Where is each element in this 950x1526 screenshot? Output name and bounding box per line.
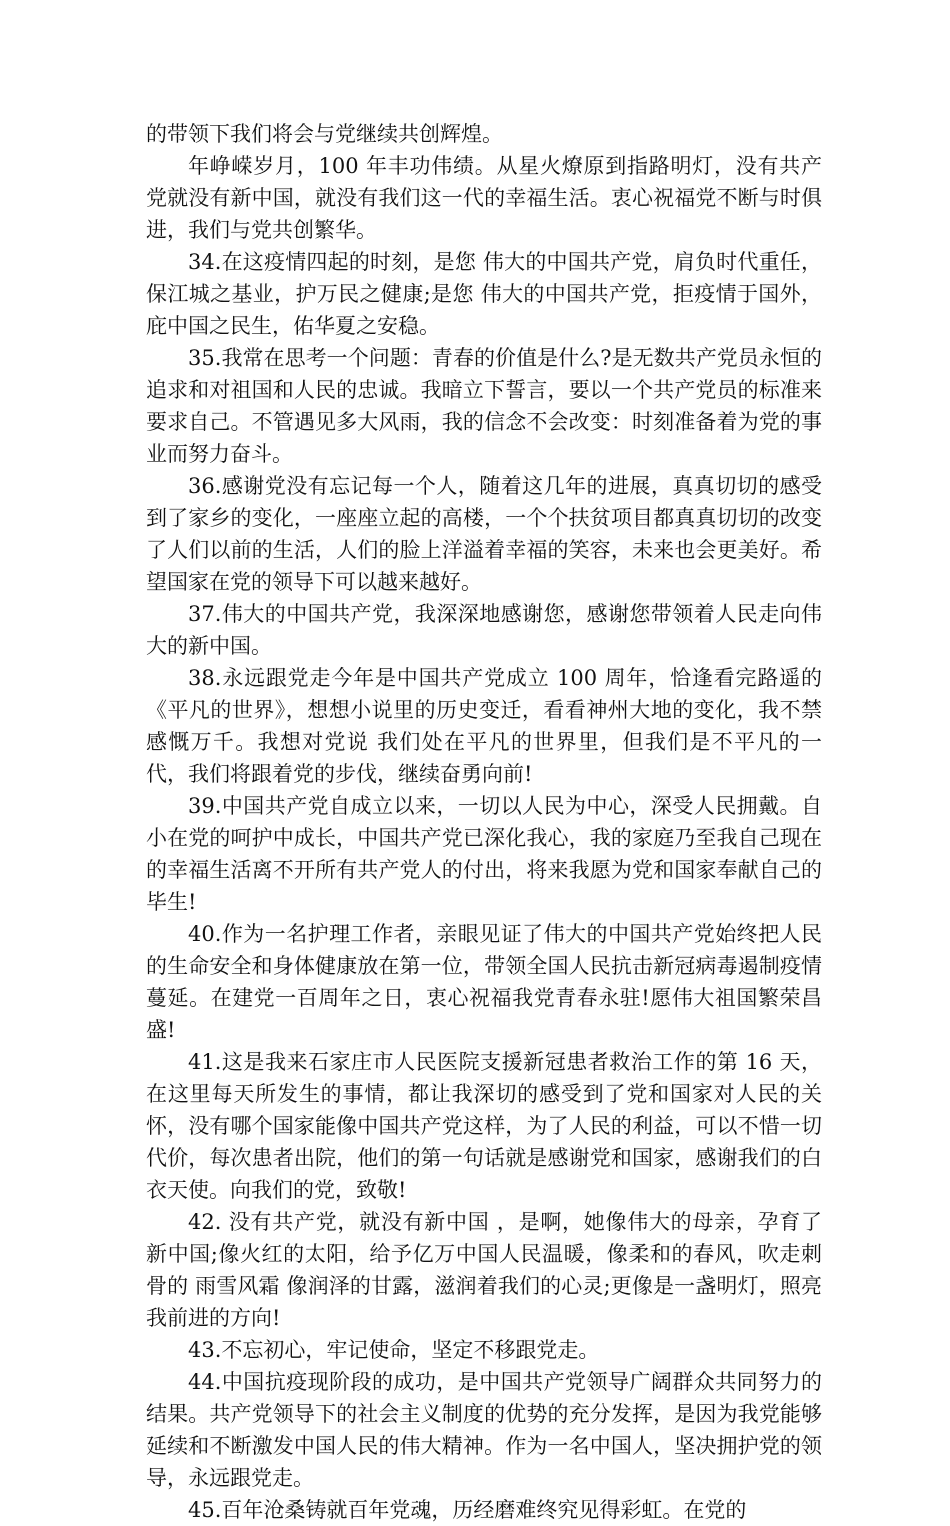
paragraph: 年峥嵘岁月，100 年丰功伟绩。从星火燎原到指路明灯，没有共产党就没有新中国，就没有我们这一代的幸福生活。衷心祝福党不断与时俱进，我们与党共创繁华。 (146, 154, 822, 242)
paragraph-45: 45.百年沧桑铸就百年党魂，历经磨难终究见得彩虹。在党的 (188, 1498, 747, 1522)
paragraph-35: 35.我常在思考一个问题：青春的价值是什么?是无数共产党员永恒的追求和对祖国和人民的忠诚。我暗立下誓言，要以一个共产党员的标准来要求自己。不管遇见多大风雨，我的信念不会改变：时刻准备着为党的事业而努力奋斗。 (146, 346, 822, 466)
paragraph-34: 34.在这疫情四起的时刻，是您 伟大的中国共产党，肩负时代重任，保江城之基业，护万民之健康;是您 伟大的中国共产党，拒疫情于国外，庇中国之民生，佑华夏之安稳。 (146, 250, 822, 338)
paragraph-40: 40.作为一名护理工作者，亲眼见证了伟大的中国共产党始终把人民的生命安全和身体健康放在第一位，带领全国人民抗击新冠病毒遏制疫情蔓延。在建党一百周年之日，衷心祝福我党青春永驻!愿伟大祖国繁荣昌盛! (146, 922, 822, 1042)
paragraph-42: 42. 没有共产党，就没有新中国 ，是啊，她像伟大的母亲，孕育了新中国;像火红的太阳，给予亿万中国人民温暖，像柔和的春风，吹走刺骨的 雨雪风霜 像润泽的甘露，滋润着我们的心灵;更像是一盏明灯，照亮我前进的方向! (146, 1210, 822, 1330)
document-page (146, 118, 822, 1526)
paragraph-continuation: 的带领下我们将会与党继续共创辉煌。 (146, 122, 503, 146)
paragraph-43: 43.不忘初心，牢记使命，坚定不移跟党走。 (188, 1338, 600, 1362)
paragraph-39: 39.中国共产党自成立以来，一切以人民为中心，深受人民拥戴。自小在党的呵护中成长，中国共产党已深化我心，我的家庭乃至我自己现在的幸福生活离不开所有共产党人的付出，将来我愿为党和国家奉献自己的毕生! (146, 794, 822, 914)
paragraph-37: 37.伟大的中国共产党，我深深地感谢您，感谢您带领着人民走向伟大的新中国。 (146, 602, 822, 658)
paragraph-41: 41.这是我来石家庄市人民医院支援新冠患者救治工作的第 16 天，在这里每天所发生的事情，都让我深切的感受到了党和国家对人民的关怀，没有哪个国家能像中国共产党这样，为了人民的利益，可以不惜一切代价，每次患者出院，他们的第一句话就是感谢党和国家，感谢我们的白衣天使。向我们的党，致敬! (146, 1050, 822, 1202)
paragraph-38: 38.永远跟党走今年是中国共产党成立 100 周年，恰逢看完路遥的《平凡的世界》，想想小说里的历史变迁，看看神州大地的变化，我不禁感慨万千。我想对党说 我们处在平凡的世界里，但我们是不平凡的一代，我们将跟着党的步伐，继续奋勇向前! (146, 666, 822, 786)
paragraph-44: 44.中国抗疫现阶段的成功，是中国共产党领导广阔群众共同努力的结果。共产党领导下的社会主义制度的优势的充分发挥，是因为我党能够延续和不断激发中国人民的伟大精神。作为一名中国人，坚决拥护党的领导，永远跟党走。 (146, 1370, 822, 1490)
paragraph-36: 36.感谢党没有忘记每一个人，随着这几年的进展，真真切切的感受到了家乡的变化，一座座立起的高楼，一个个扶贫项目都真真切切的改变了人们以前的生活，人们的脸上洋溢着幸福的笑容，未来也会更美好。希望国家在党的领导下可以越来越好。 (146, 474, 822, 594)
